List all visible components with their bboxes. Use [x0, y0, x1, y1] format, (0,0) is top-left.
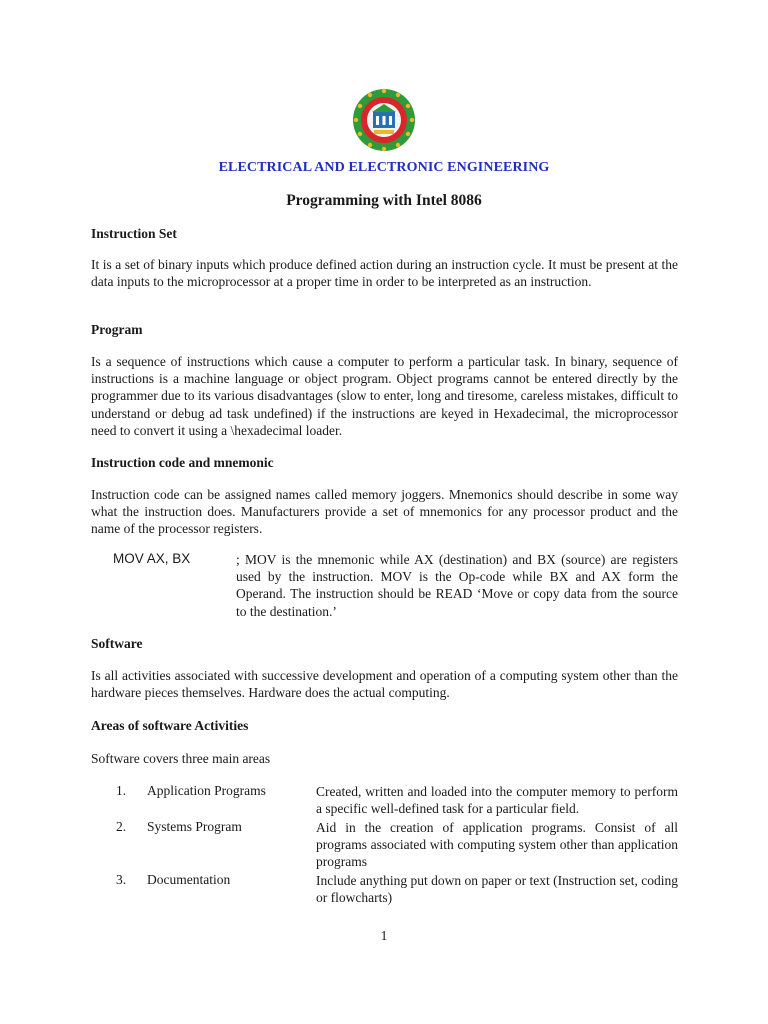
- list-item-description: Include anything put down on paper or text (Instruction set, coding or flowcharts): [316, 873, 678, 906]
- document-title: Programming with Intel 8086: [286, 192, 482, 209]
- university-logo: [352, 88, 416, 152]
- heading-program: Program: [91, 322, 143, 337]
- example-instruction: MOV AX, BX: [113, 551, 191, 566]
- heading-software: Software: [91, 636, 143, 651]
- paragraph-program: Is a sequence of instructions which cause a computer to perform a particular task. In binary, sequence of instructions is a machine language or object program. Object programs cannot be entered directly by the programmer due to its various disadvantages (slow to enter, long and tiresome, careless mistakes, difficult to understand or debug ad task undefined) if the instructions are keyed in Hexadecimal, the microprocessor need to convert it using a \hexadecimal loader.: [91, 354, 678, 438]
- list-item-name: Application Programs: [147, 783, 266, 798]
- paragraph-instruction-set: It is a set of binary inputs which produce defined action during an instruction cycle. It must be present at the data inputs to the microprocessor at a proper time in order to be interpreted as an instruction.: [91, 257, 678, 290]
- heading-instruction-code: Instruction code and mnemonic: [91, 455, 274, 470]
- list-item-name: Documentation: [147, 872, 231, 887]
- list-item-number: 3.: [116, 872, 127, 887]
- paragraph-instruction-code: Instruction code can be assigned names called memory joggers. Mnemonics should describe in some way what the instruction does. Manufacturers provide a set of mnemonics for any processor product and the name of the processor registers.: [91, 487, 678, 537]
- page-number: 1: [380, 928, 388, 943]
- list-item-description: Aid in the creation of application programs. Consist of all programs associated with computing system other than application programs: [316, 820, 678, 870]
- heading-instruction-set: Instruction Set: [91, 226, 177, 241]
- list-item-name: Systems Program: [147, 819, 242, 834]
- paragraph-software: Is all activities associated with successive development and operation of a computing system other than the hardware pieces themselves. Hardware does the actual computing.: [91, 668, 678, 701]
- heading-software-areas: Areas of software Activities: [91, 718, 249, 733]
- example-explanation: ; MOV is the mnemonic while AX (destination) and BX (source) are registers used by the instruction. MOV is the Op-code while BX and AX form the Operand. The instruction should be READ ‘Move or copy data from the source to the destination.’: [236, 552, 678, 619]
- software-areas-intro: Software covers three main areas: [91, 751, 271, 766]
- list-item-number: 2.: [116, 819, 127, 834]
- list-item-number: 1.: [116, 783, 127, 798]
- department-heading: ELECTRICAL AND ELECTRONIC ENGINEERING: [218, 160, 550, 175]
- list-item-description: Created, written and loaded into the computer memory to perform a specific well-defined task for a particular field.: [316, 784, 678, 817]
